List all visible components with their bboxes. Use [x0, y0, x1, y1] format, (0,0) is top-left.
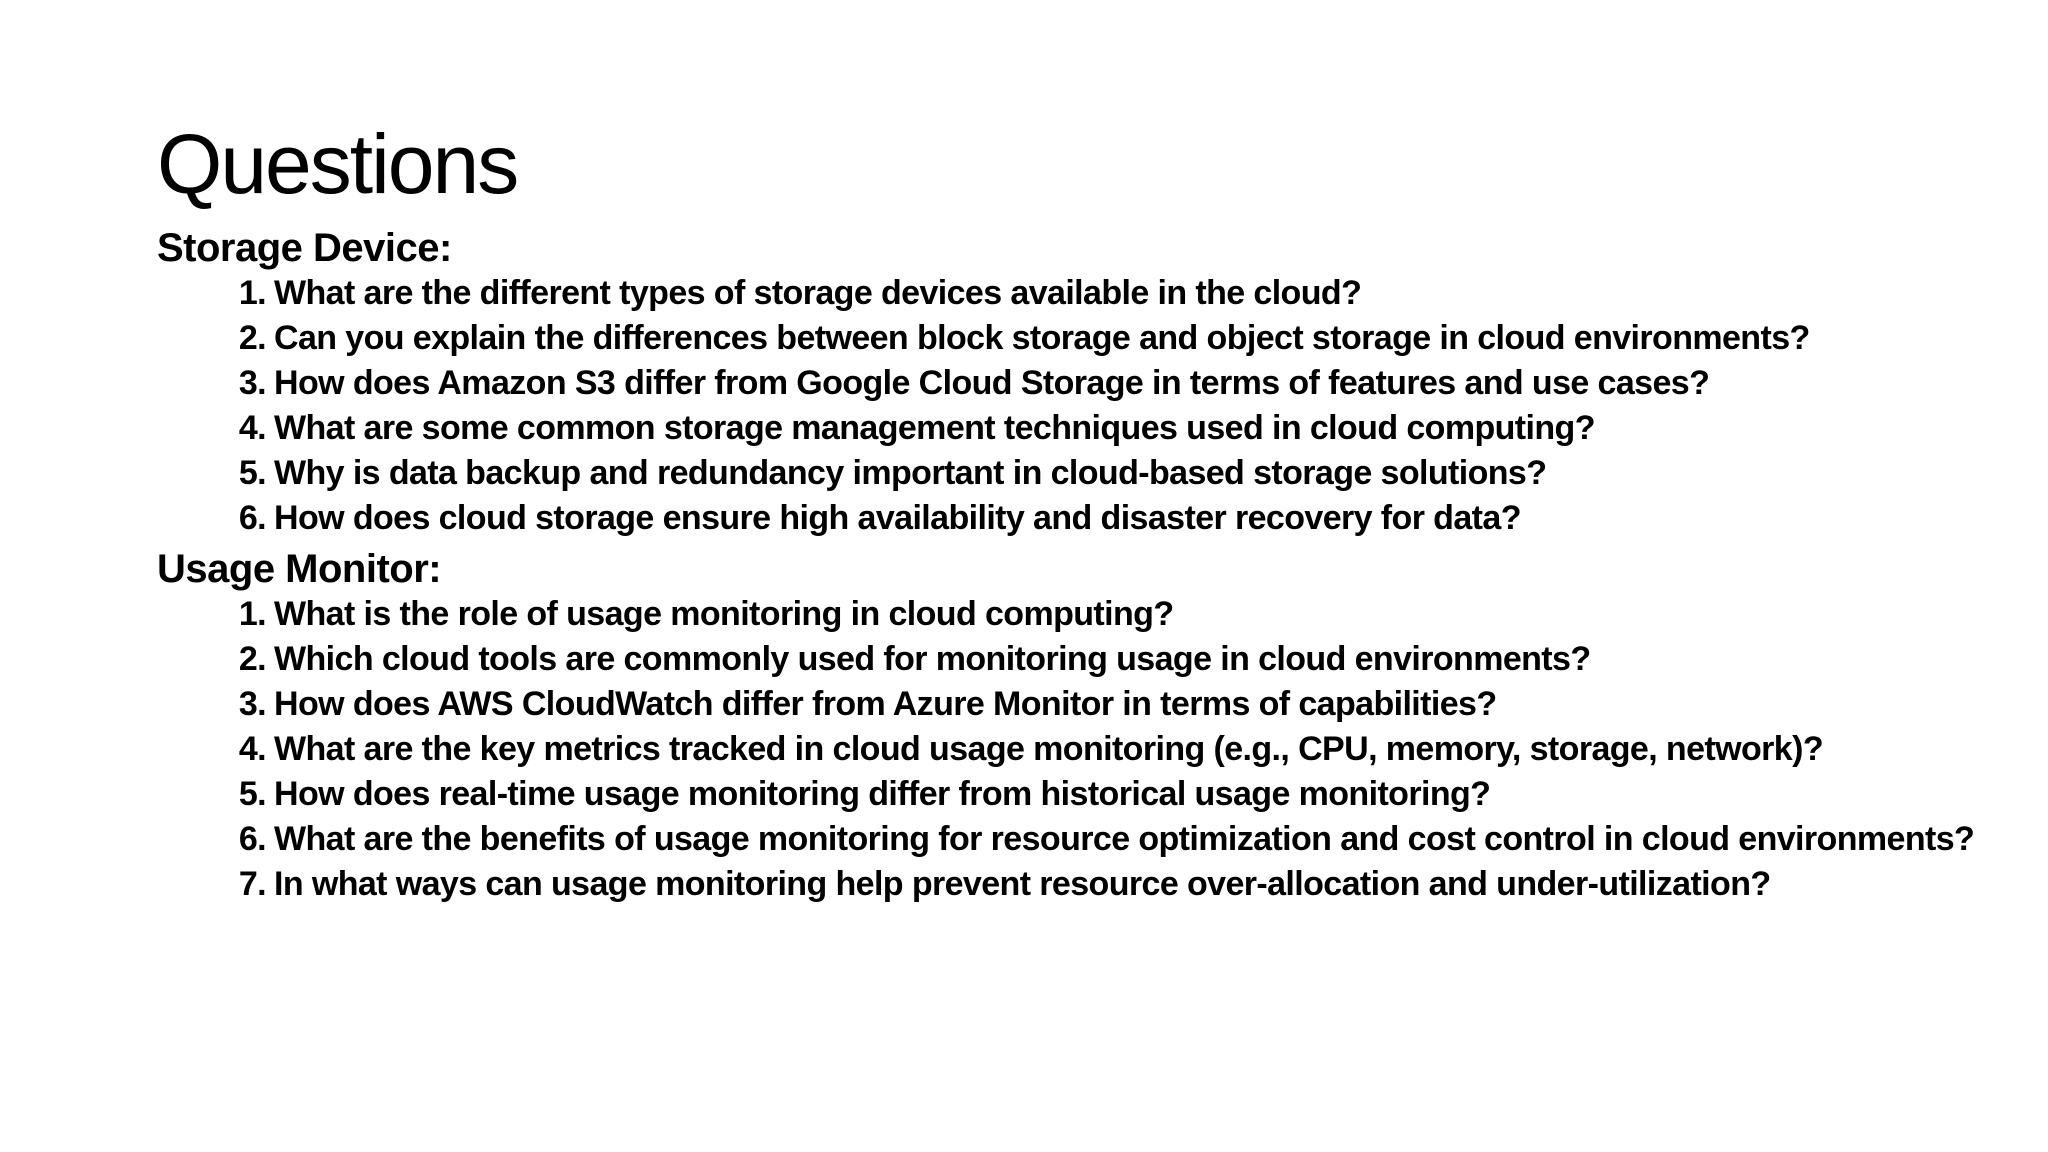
section-heading: Storage Device: [157, 226, 452, 270]
section-storage-device [157, 228, 2007, 535]
list-item [157, 366, 2007, 400]
question-text: Why is data backup and redundancy important in cloud-based storage solutions? [274, 454, 1547, 492]
question-list [157, 597, 2007, 901]
item-number: 1. [238, 274, 266, 312]
section-heading: Usage Monitor: [157, 547, 442, 591]
question-text: How does AWS CloudWatch differ from Azure Monitor in terms of capabilities? [274, 685, 1497, 723]
item-number: 6. [238, 499, 266, 537]
list-item [157, 687, 2007, 721]
list-item [157, 732, 2007, 766]
item-number: 4. [238, 730, 266, 768]
list-item [157, 501, 2007, 535]
item-number: 2. [238, 319, 266, 357]
question-text: How does real-time usage monitoring differ from historical usage monitoring? [274, 775, 1491, 813]
list-item [157, 777, 2007, 811]
item-number: 5. [238, 454, 266, 492]
item-number: 4. [238, 409, 266, 447]
list-item [157, 597, 2007, 631]
list-item [157, 456, 2007, 490]
list-item [157, 321, 2007, 355]
question-text: What are some common storage management techniques used in cloud computing? [274, 409, 1595, 447]
item-number: 3. [238, 364, 266, 402]
list-item [157, 867, 2007, 901]
question-text: Can you explain the differences between block storage and object storage in cloud environments? [274, 319, 1810, 357]
question-text: How does Amazon S3 differ from Google Cloud Storage in terms of features and use cases? [274, 364, 1710, 402]
section-usage-monitor [157, 549, 2007, 901]
question-text: What are the key metrics tracked in cloud usage monitoring (e.g., CPU, memory, storage, network)? [274, 730, 1823, 768]
question-text: In what ways can usage monitoring help prevent resource over-allocation and under-utilization? [274, 865, 1771, 903]
list-item [157, 642, 2007, 676]
item-number: 1. [238, 595, 266, 633]
question-text: What are the benefits of usage monitoring for resource optimization and cost control in cloud environments? [274, 820, 1975, 858]
question-text: How does cloud storage ensure high availability and disaster recovery for data? [274, 499, 1521, 537]
question-text: What are the different types of storage devices available in the cloud? [274, 274, 1362, 312]
list-item [157, 276, 2007, 310]
list-item [157, 822, 2007, 856]
question-text: Which cloud tools are commonly used for monitoring usage in cloud environments? [274, 640, 1591, 678]
item-number: 3. [238, 685, 266, 723]
slide-title: Questions [157, 117, 518, 211]
item-number: 2. [238, 640, 266, 678]
item-number: 6. [238, 820, 266, 858]
item-number: 5. [238, 775, 266, 813]
slide-content [157, 228, 2007, 912]
question-list [157, 276, 2007, 535]
item-number: 7. [238, 865, 266, 903]
list-item [157, 411, 2007, 445]
question-text: What is the role of usage monitoring in cloud computing? [274, 595, 1174, 633]
